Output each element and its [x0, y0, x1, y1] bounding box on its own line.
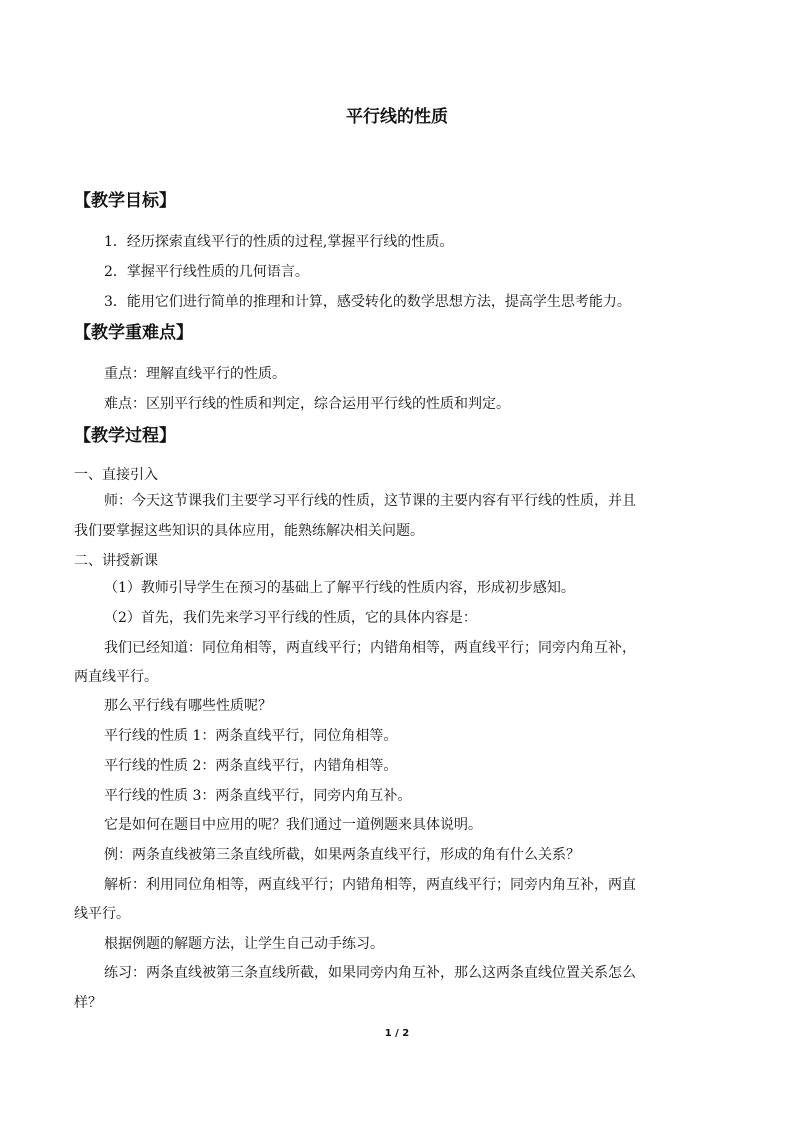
exercise-line1: 练习：两条直线被第三条直线所截，如果同旁内角互补，那么这两条直线位置关系怎么 — [104, 965, 636, 981]
analysis-line1: 解析：利用同位角相等，两直线平行；内错角相等，两直线平行；同旁内角互补，两直 — [104, 877, 636, 893]
page-title: 平行线的性质 — [346, 107, 448, 127]
heading-objectives: 【教学目标】 — [74, 191, 176, 211]
objective-item-1: 1．经历探索直线平行的性质的过程,掌握平行线的性质。 — [104, 234, 454, 250]
process-paragraph-3-line1: 我们已经知道：同位角相等，两直线平行；内错角相等，两直线平行；同旁内角互补， — [104, 640, 636, 656]
analysis-line2: 线平行。 — [74, 906, 130, 922]
key-point-difficulty: 难点：区别平行线的性质和判定，综合运用平行线的性质和判定。 — [104, 396, 510, 412]
process-part2-title: 二、讲授新课 — [74, 553, 158, 569]
process-part1-text-line2: 我们要掌握这些知识的具体应用，能熟练解决相关问题。 — [74, 523, 424, 539]
exercise-line2: 样？ — [74, 995, 102, 1011]
process-paragraph-6: 根据例题的解题方法，让学生自己动手练习。 — [104, 936, 384, 952]
process-paragraph-5: 它是如何在题目中应用的呢？我们通过一道例题来具体说明。 — [104, 817, 482, 833]
process-part1-title: 一、直接引入 — [74, 467, 158, 483]
objective-item-3: 3．能用它们进行简单的推理和计算，感受转化的数学思想方法，提高学生思考能力。 — [104, 294, 631, 310]
heading-key-points: 【教学重难点】 — [74, 323, 193, 343]
heading-process: 【教学过程】 — [74, 426, 176, 446]
key-point-focus: 重点：理解直线平行的性质。 — [104, 366, 286, 382]
property-3: 平行线的性质 3：两条直线平行，同旁内角互补。 — [104, 788, 412, 804]
process-part1-text-line1: 师：今天这节课我们主要学习平行线的性质，这节课的主要内容有平行线的性质，并且 — [104, 493, 636, 509]
property-2: 平行线的性质 2：两条直线平行，内错角相等。 — [104, 758, 398, 774]
example-question: 例：两条直线被第三条直线所截，如果两条直线平行，形成的角有什么关系？ — [104, 847, 580, 863]
process-paragraph-4: 那么平行线有哪些性质呢？ — [104, 698, 272, 714]
page-number: 1 / 2 — [384, 1028, 410, 1039]
objective-item-2: 2．掌握平行线性质的几何语言。 — [104, 264, 309, 280]
property-1: 平行线的性质 1：两条直线平行，同位角相等。 — [104, 728, 398, 744]
process-paragraph-2: （2）首先，我们先来学习平行线的性质，它的具体内容是： — [104, 610, 477, 626]
process-paragraph-1: （1）教师引导学生在预习的基础上了解平行线的性质内容，形成初步感知。 — [104, 580, 575, 596]
process-paragraph-3-line2: 两直线平行。 — [74, 669, 158, 685]
